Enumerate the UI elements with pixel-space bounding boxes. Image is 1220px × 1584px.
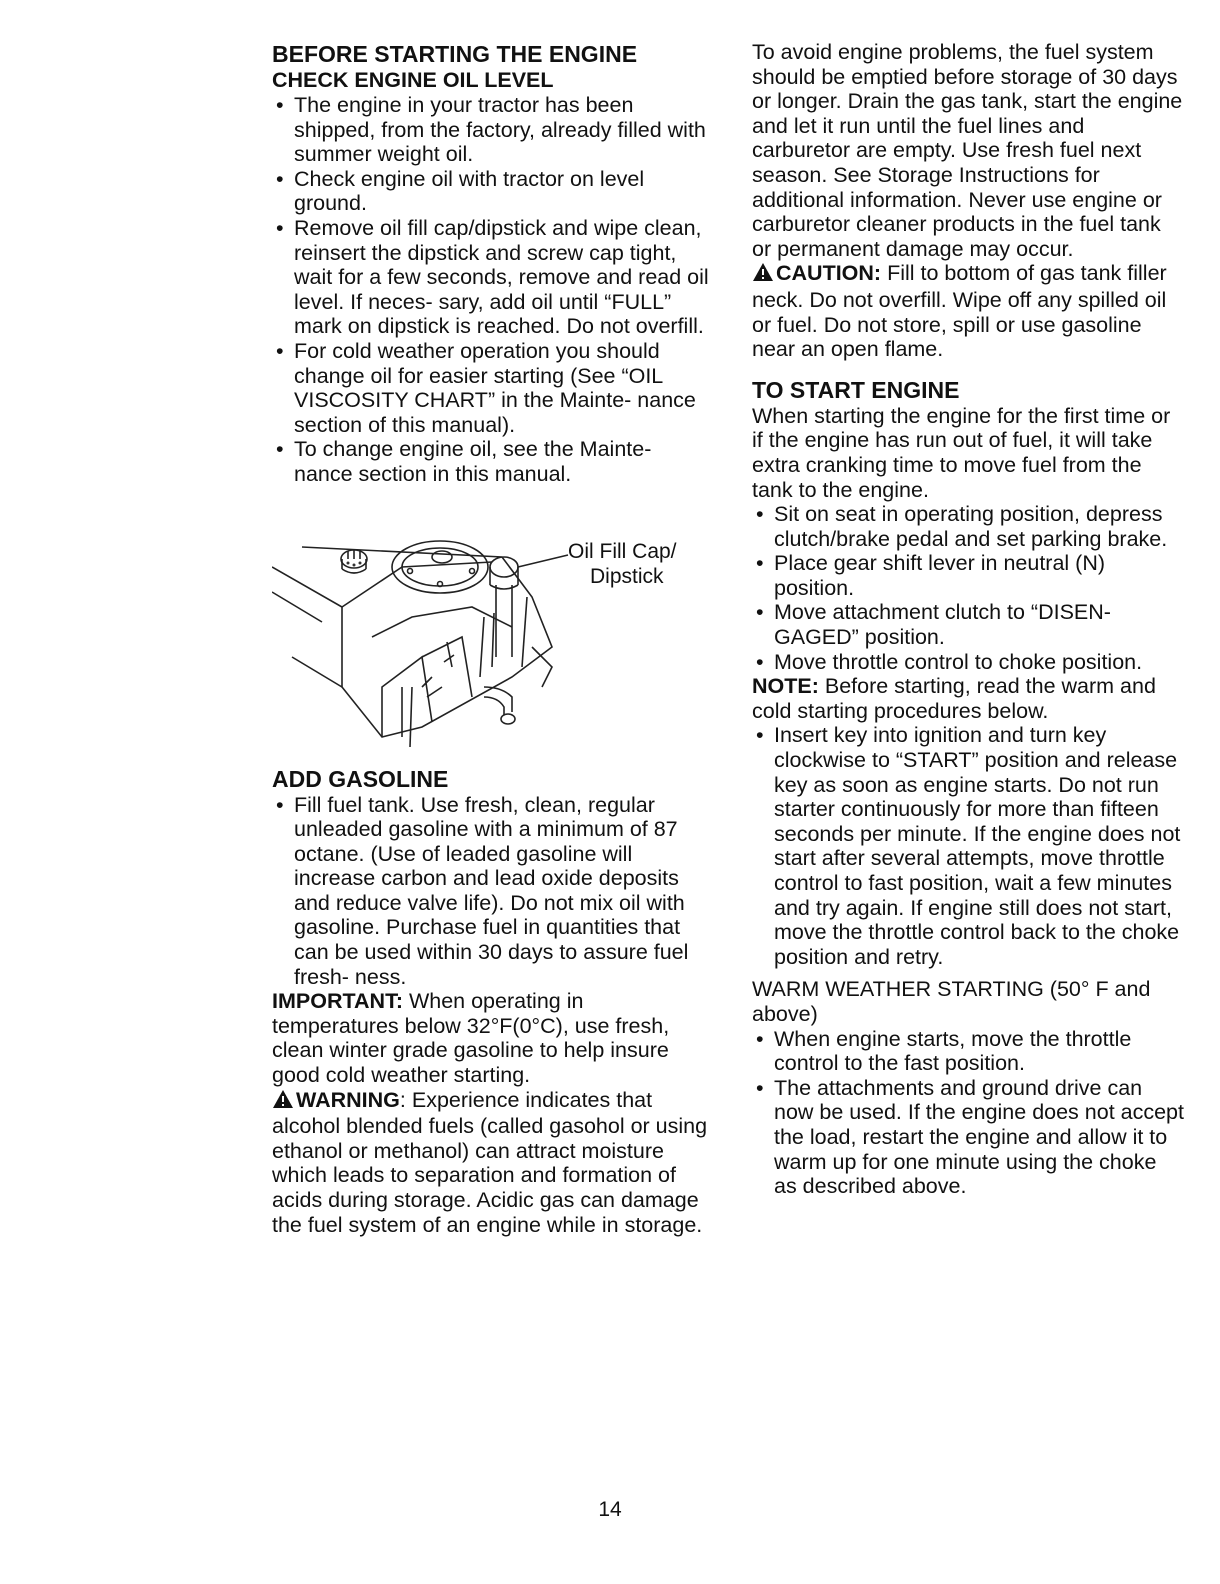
key-bullet-list bbox=[752, 723, 1184, 969]
list-item: • Move attachment clutch to “DISEN- GAGED” position. bbox=[752, 600, 1184, 649]
caution-label: CAUTION: bbox=[776, 261, 882, 286]
caution-paragraph bbox=[752, 261, 1184, 361]
note-label: NOTE: bbox=[752, 674, 819, 699]
callout-line-2: Dipstick bbox=[590, 564, 664, 588]
subheading-check-oil: CHECK ENGINE OIL LEVEL bbox=[272, 68, 554, 92]
figure-callout bbox=[568, 539, 718, 589]
section-heading-before-starting: BEFORE STARTING THE ENGINE bbox=[272, 41, 638, 67]
note-text: Before starting, read the warm and cold starting procedures below. bbox=[752, 674, 1156, 723]
start-bullet-list bbox=[752, 502, 1184, 674]
list-item: • Remove oil fill cap/dipstick and wipe clean, reinsert the dipstick and screw cap tight, wait for a few seconds, remove and read oil level. If neces- sary, add oil until “FULL” mark on dipstick is reached. Do not overfill. bbox=[272, 216, 712, 339]
list-item: • Move throttle control to choke position. bbox=[752, 650, 1184, 675]
start-intro: When starting the engine for the first time or if the engine has run out of fuel, it will take extra cranking time to move fuel from the tank to the engine. bbox=[752, 403, 1171, 502]
warm-bullet-list bbox=[752, 1027, 1184, 1199]
list-item: • Check engine oil with tractor on level ground. bbox=[272, 167, 712, 216]
right-column bbox=[752, 40, 1184, 1199]
caution-triangle-icon bbox=[752, 262, 774, 288]
storage-paragraph: To avoid engine problems, the fuel system should be emptied before storage of 30 days or longer. Drain the gas tank, start the engine and let it run until the fuel lines and carburetor are empty. Use fresh fuel next season. See Storage Instructions for additional information. Never use engine or carburetor cleaner products in the fuel tank or permanent damage may occur. bbox=[752, 40, 1183, 261]
page-number: 14 bbox=[598, 1498, 622, 1521]
warm-weather-heading: WARM WEATHER STARTING (50° F and above) bbox=[752, 977, 1151, 1026]
section-heading-add-gasoline: ADD GASOLINE bbox=[272, 765, 449, 792]
list-item: • When engine starts, move the throttle control to the fast position. bbox=[752, 1027, 1184, 1076]
list-item: • For cold weather operation you should change oil for easier starting (See “OIL VISCOSITY CHART” in the Mainte- nance section of this manual). bbox=[272, 339, 712, 437]
section-heading-to-start-engine: TO START ENGINE bbox=[752, 376, 960, 403]
list-item: • To change engine oil, see the Mainte- nance section in this manual. bbox=[272, 437, 712, 486]
important-paragraph bbox=[272, 989, 712, 1087]
note-paragraph bbox=[752, 674, 1184, 723]
warning-triangle-icon bbox=[272, 1089, 294, 1115]
warning-text: : Experience indicates that alcohol blended fuels (called gasohol or using ethanol or methanol) can attract moisture which leads to separation and formation of acids during storage. Acidic gas can damage the fuel system of an engine while in storage. bbox=[272, 1087, 708, 1237]
important-text: When operating in temperatures below 32°F(0°C), use fresh, clean winter grade gasoline to help insure good cold weather starting. bbox=[272, 989, 670, 1088]
callout-line-1: Oil Fill Cap/ bbox=[568, 539, 677, 563]
engine-illustration-icon bbox=[272, 537, 572, 757]
oil-bullet-list bbox=[272, 93, 712, 487]
important-label: IMPORTANT: bbox=[272, 989, 403, 1014]
caution-text: Fill to bottom of gas tank filler neck. Do not overfill. Wipe off any spilled oil or fuel. Do not store, spill or use gasoline near an open flame. bbox=[752, 261, 1167, 362]
list-item: • Sit on seat in operating position, depress clutch/brake pedal and set parking brake. bbox=[752, 502, 1184, 551]
warning-label: WARNING bbox=[296, 1087, 400, 1112]
list-item: • Fill fuel tank. Use fresh, clean, regular unleaded gasoline with a minimum of 87 octane. (Use of leaded gasoline will increase carbon and lead oxide deposits and reduce valve life). Do not mix oil with gasoline. Purchase fuel in quantities that can be used within 30 days to assure fuel fresh- ness. bbox=[272, 793, 712, 990]
oil-fill-figure bbox=[272, 537, 712, 757]
gas-bullet-list bbox=[272, 793, 712, 990]
left-column bbox=[272, 40, 712, 1237]
list-item: • Place gear shift lever in neutral (N) position. bbox=[752, 551, 1184, 600]
list-item: • The attachments and ground drive can now be used. If the engine does not accept the load, restart the engine and allow it to warm up for one minute using the choke as described above. bbox=[752, 1076, 1184, 1199]
list-item: • Insert key into ignition and turn key clockwise to “START” position and release key as soon as engine starts. Do not run starter continuously for more than fifteen seconds per minute. If the engine does not start after several attempts, move throttle control to fast position, wait a few minutes and try again. If engine still does not start, move the throttle control back to the choke position and retry. bbox=[752, 723, 1184, 969]
warning-paragraph bbox=[272, 1088, 712, 1238]
list-item: • The engine in your tractor has been shipped, from the factory, already filled with summer weight oil. bbox=[272, 93, 712, 167]
